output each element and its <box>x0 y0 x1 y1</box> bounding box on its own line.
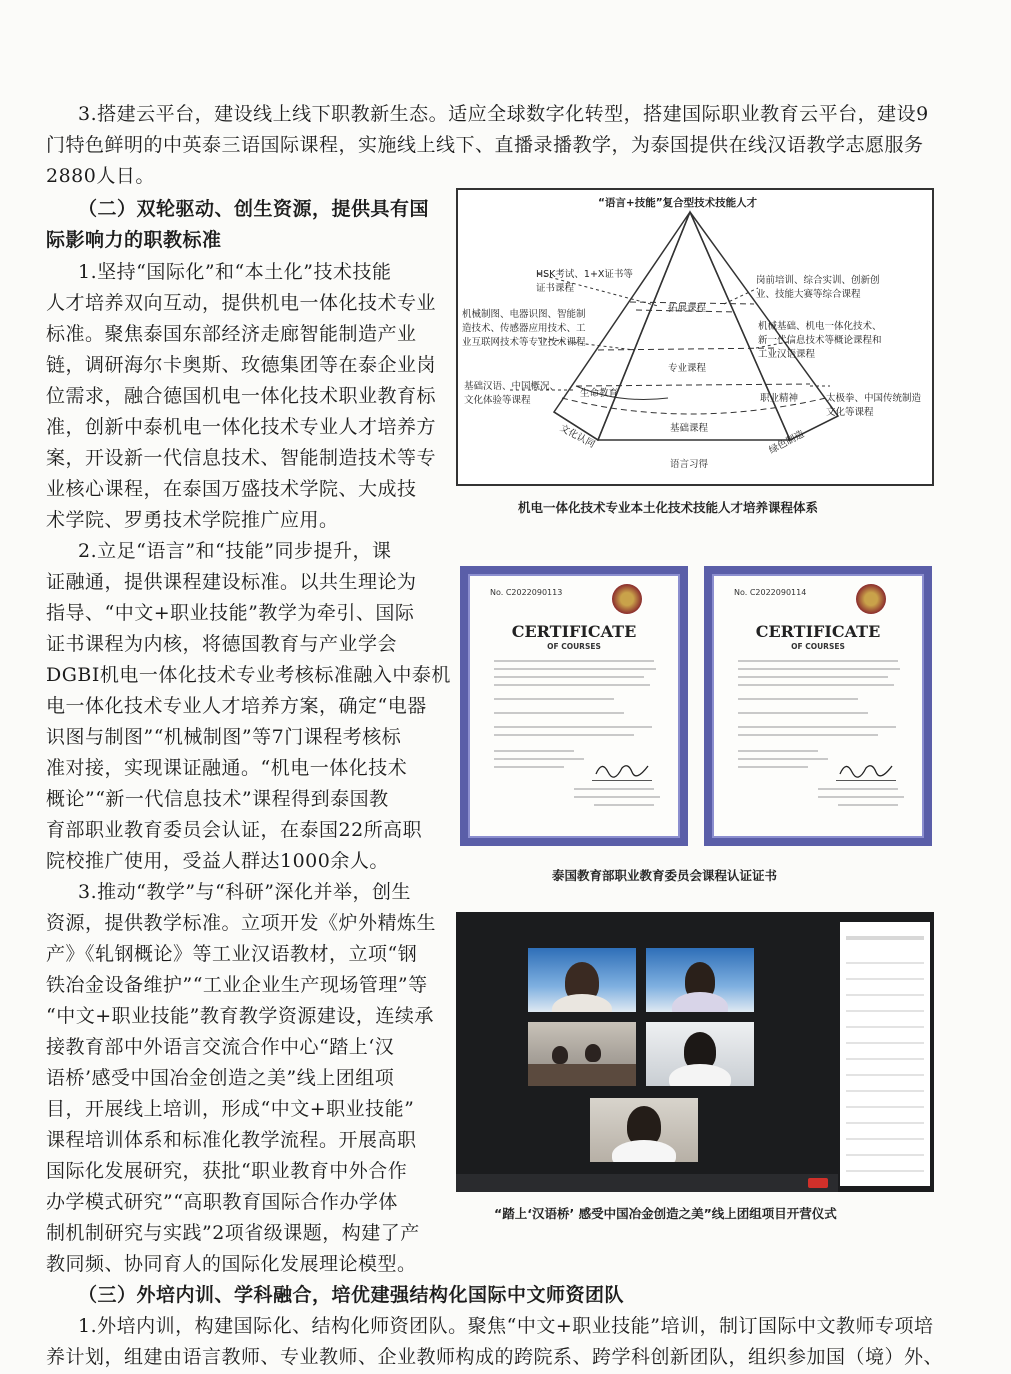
left-note-3 <box>464 380 559 408</box>
figure-caption: 机电一体化技术专业本土化技术技能人才培养课程体系 <box>518 500 819 515</box>
layer-base-left: 文化认同 <box>557 422 597 451</box>
fine-print <box>738 758 828 760</box>
certificate-subtitle: OF COURSES <box>791 642 845 651</box>
note-line: 机械制图、电器识图、智能制 <box>462 309 586 320</box>
seal-icon <box>612 584 642 614</box>
meeting-toolbar <box>456 1174 838 1192</box>
note-line: 太极拳、中国传统制造 <box>826 393 922 404</box>
fine-print <box>738 734 878 736</box>
text-line: 位需求，融合德国机电一体化技术职业教育标 <box>46 385 437 407</box>
text-line: 案，开设新一代信息技术、智能制造技术等专 <box>46 447 437 469</box>
participant-avatar <box>585 1044 601 1062</box>
fine-print <box>494 766 564 768</box>
layer-base: 语言习得 <box>670 459 709 470</box>
participants-panel <box>840 922 930 1186</box>
seal-icon <box>856 584 886 614</box>
note-line: HSK考试、1+X证书等 <box>536 269 633 280</box>
text-line: 证融通，提供课程建设标准。以共生理论为 <box>46 571 417 593</box>
certificate-body <box>712 574 924 838</box>
text-line: 目，开展线上培训，形成“中文+职业技能” <box>46 1098 415 1120</box>
room-table <box>528 1064 636 1086</box>
text-line: 2880人日。 <box>46 165 155 187</box>
note-line: 业互联网技术等专业技术课程 <box>462 337 586 348</box>
note-line: 工业汉语课程 <box>758 349 816 360</box>
text-line: 指导、“中文+职业技能”教学为牵引、国际 <box>46 602 415 624</box>
fine-print <box>818 796 904 798</box>
note-line: 基础汉语、中国概况、 <box>464 381 560 392</box>
certificate-number: No. C2022090114 <box>734 588 807 597</box>
certificate-title: CERTIFICATE <box>755 622 881 641</box>
participant-body <box>552 994 612 1012</box>
certificate-card <box>704 566 932 846</box>
fine-print <box>818 788 898 790</box>
fine-print <box>494 676 644 678</box>
fine-print <box>738 698 858 700</box>
participant-avatar <box>552 1046 568 1064</box>
layer-right-band: 职业精神 <box>760 393 799 404</box>
text-line: 1.外培内训，构建国际化、结构化师资团队。聚焦“中文+职业技能”培训，制订国际中文教师专项培 <box>78 1315 934 1337</box>
heading-line: 际影响力的职教标准 <box>46 229 222 251</box>
text-line: 链，调研海尔卡奥斯、玫德集团等在泰企业岗 <box>46 354 437 376</box>
note-line: 文化体验等课程 <box>464 395 531 406</box>
fine-print <box>738 668 900 670</box>
pyramid-title: “语言+技能”复合型技术技能人才 <box>598 197 758 209</box>
text-line: 育部职业教育委员会认证，在泰国22所高职 <box>46 819 423 841</box>
certificate-title: CERTIFICATE <box>511 622 637 641</box>
text-line: 人才培养双向互动，提供机电一体化技术专业 <box>46 292 437 314</box>
text-line: 接教育部中外语言交流合作中心“踏上‘汉 <box>46 1036 395 1058</box>
note-line: 造技术、传感器应用技术、工 <box>462 323 586 334</box>
text-line: 办学模式研究”“高职教育国际合作办学体 <box>46 1191 398 1213</box>
figure-caption: “踏上‘汉语桥’ 感受中国冶金创造之美”线上团组项目开营仪式 <box>494 1206 837 1221</box>
text-line: 院校推广使用，受益人群达1000余人。 <box>46 850 389 872</box>
text-line: “中文+职业技能”教育教学资源建设，连续承 <box>46 1005 434 1027</box>
fine-print <box>494 726 652 728</box>
participant-body <box>672 992 728 1012</box>
certificate-body <box>468 574 680 838</box>
note-line: 岗前培训、综合实训、创新创 <box>756 275 880 286</box>
text-line: 制机制研究与实践”2项省级课题，构建了产 <box>46 1222 420 1244</box>
fine-print <box>838 804 898 806</box>
text-line: 产》《轧钢概论》等工业汉语教材，立项“钢 <box>46 943 418 965</box>
panel-header <box>846 936 924 940</box>
text-line: 准，创新中泰机电一体化技术专业人才培养方 <box>46 416 437 438</box>
video-tile <box>646 948 754 1012</box>
participant-body <box>669 1064 731 1086</box>
fine-print <box>494 734 634 736</box>
video-tile <box>528 948 636 1012</box>
note-line: 证书课程 <box>536 283 575 294</box>
video-conference-photo <box>456 912 934 1192</box>
layer-top: 拓展课程 <box>668 303 707 314</box>
text-line: 国际化发展研究，获批“职业教育中外合作 <box>46 1160 408 1182</box>
video-tile <box>590 1098 698 1162</box>
fine-print <box>494 750 574 752</box>
layer-middle: 专业课程 <box>668 363 707 374</box>
fine-print <box>574 796 660 798</box>
text-line: 2.立足“语言”和“技能”同步提升，课 <box>78 540 392 562</box>
fine-print <box>594 804 654 806</box>
participant-body <box>612 1140 676 1162</box>
text-line: DGBI机电一体化技术专业考核标准融入中泰机 <box>46 664 451 686</box>
text-line: 识图与制图”“机械制图”等7门课程考核标 <box>46 726 402 748</box>
leave-button <box>808 1178 828 1188</box>
fine-print <box>738 766 808 768</box>
fine-print <box>574 788 654 790</box>
text-line: 教同频、协同育人的国际化发展理论模型。 <box>46 1253 417 1275</box>
note-line: 机械基础、机电一体化技术、 <box>758 321 882 332</box>
certificate-card <box>460 566 688 846</box>
text-line: 资源，提供教学标准。立项开发《炉外精炼生 <box>46 912 437 934</box>
fine-print <box>738 750 818 752</box>
signature-icon <box>836 758 896 781</box>
signature-icon <box>592 758 652 781</box>
fine-print <box>738 676 888 678</box>
text-line: 证书课程为内核，将德国教育与产业学会 <box>46 633 398 655</box>
participant-list <box>846 952 924 1182</box>
certificate-subtitle: OF COURSES <box>547 642 601 651</box>
certificate-number: No. C2022090113 <box>490 588 563 597</box>
fine-print <box>494 660 654 662</box>
text-line: 概论”“新一代信息技术”课程得到泰国教 <box>46 788 389 810</box>
note-line: 业、技能大赛等综合课程 <box>756 289 861 300</box>
text-line: 3.推动“教学”与“科研”深化并举，创生 <box>78 881 411 903</box>
heading-line: （二）双轮驱动、创生资源，提供具有国 <box>78 198 430 220</box>
text-line: 铁冶金设备维护”“工业企业生产现场管理”等 <box>46 974 428 996</box>
note-line: 文化等课程 <box>826 407 874 418</box>
text-line: 术学院、罗勇技术学院推广应用。 <box>46 509 339 531</box>
fine-print <box>494 758 584 760</box>
fine-print <box>738 660 898 662</box>
layer-bottom: 基础课程 <box>670 423 709 434</box>
section-heading: （三）外培内训、学科融合，培优建强结构化国际中文师资团队 <box>78 1284 625 1306</box>
text-line: 3.搭建云平台，建设线上线下职教新生态。适应全球数字化转型，搭建国际职业教育云平台，建设9 <box>78 103 929 125</box>
left-note-1 <box>536 268 633 296</box>
figure-caption: 泰国教育部职业教育委员会课程认证证书 <box>552 868 778 883</box>
fine-print <box>494 698 614 700</box>
text-line: 养计划，组建由语言教师、专业教师、企业教师构成的跨院系、跨学科创新团队，组织参加国（境）外、 <box>46 1346 944 1368</box>
text-line: 课程培训体系和标准化教学流程。开展高职 <box>46 1129 417 1151</box>
right-note-3 <box>826 392 921 420</box>
text-line: 准对接，实现课证融通。“机电一体化技术 <box>46 757 408 779</box>
fine-print <box>494 684 650 686</box>
fine-print <box>494 668 656 670</box>
note-line: 新一代信息技术等概论课程和 <box>758 335 882 346</box>
fine-print <box>738 684 894 686</box>
text-line: 门特色鲜明的中英泰三语国际课程，实施线上线下、直播录播教学，为泰国提供在线汉语教学志愿服务 <box>46 134 924 156</box>
fine-print <box>494 712 624 714</box>
text-line: 标准。聚焦泰国东部经济走廊智能制造产业 <box>46 323 417 345</box>
right-note-2 <box>758 320 882 362</box>
right-note-1 <box>756 274 880 302</box>
curriculum-pyramid-figure <box>456 188 934 486</box>
layer-base-right: 绿色制造 <box>767 428 807 457</box>
layer-left-band: 生命教育 <box>580 388 619 399</box>
video-tile <box>646 1022 754 1086</box>
text-line: 1.坚持“国际化”和“本土化”技术技能 <box>78 261 392 283</box>
fine-print <box>738 726 896 728</box>
text-line: 语桥’感受中国冶金创造之美”线上团组项 <box>46 1067 395 1089</box>
text-line: 业核心课程，在泰国万盛技术学院、大成技 <box>46 478 417 500</box>
video-tile <box>528 1022 636 1086</box>
fine-print <box>738 712 868 714</box>
left-note-2 <box>462 308 586 350</box>
text-line: 电一体化技术专业人才培养方案，确定“电器 <box>46 695 427 717</box>
